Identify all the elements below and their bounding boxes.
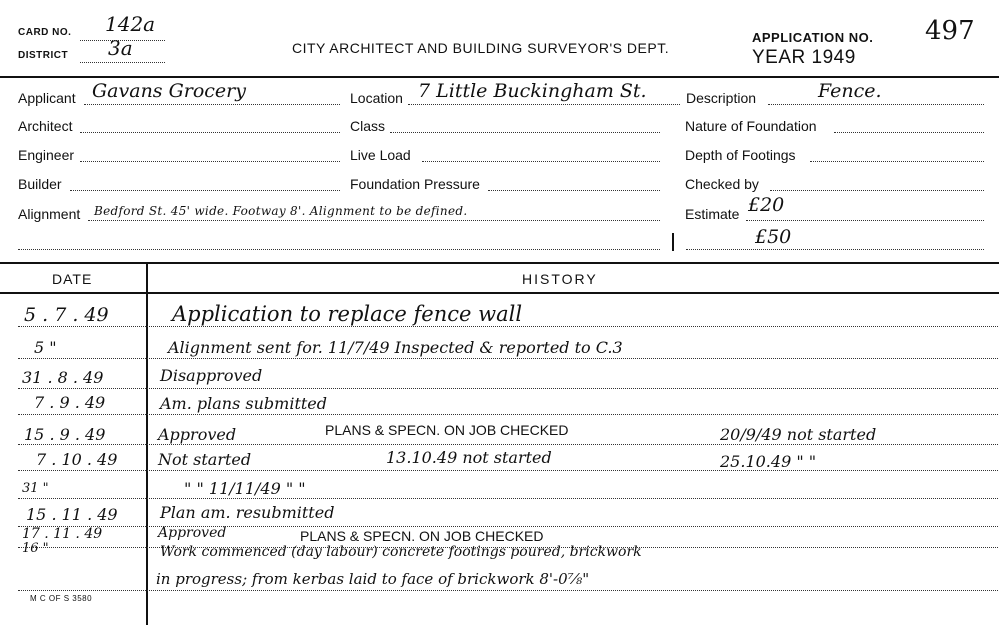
engineer-label: Engineer (18, 147, 75, 163)
row-text: Work commenced (day labour) concrete footings poured, brickwork (160, 544, 642, 560)
row-line (18, 590, 998, 591)
foundation-pressure-label: Foundation Pressure (350, 176, 480, 192)
row-text: in progress; from kerbas laid to face of brickwork 8'-0⅞" (156, 570, 590, 588)
row-text: Approved (158, 525, 227, 541)
applicant-label: Applicant (18, 90, 76, 106)
row-date: 15 . 9 . 49 (24, 425, 106, 444)
row-line (18, 388, 998, 389)
applicant-line (84, 104, 340, 105)
estimate-value-2: £50 (755, 226, 792, 248)
row-line (18, 414, 998, 415)
row-text: Application to replace fence wall (172, 302, 523, 326)
row-line (18, 444, 998, 445)
location-line (408, 104, 680, 105)
row-extra: 13.10.49 not started (386, 448, 552, 467)
class-line (390, 132, 660, 133)
card-no-label: CARD NO. (18, 27, 72, 38)
description-label: Description (686, 90, 757, 106)
row-date: 16 " (22, 541, 49, 556)
application-no: 497 (925, 16, 975, 46)
live-load-line (422, 161, 660, 162)
district-label: DISTRICT (18, 50, 69, 61)
department-title: CITY ARCHITECT AND BUILDING SURVEYOR'S DEPT. (292, 40, 670, 56)
row-text: " " 11/11/49 " " (184, 479, 306, 498)
row-date: 5 " (34, 338, 57, 357)
location-value: 7 Little Buckingham St. (418, 80, 647, 102)
nature-label: Nature of Foundation (685, 118, 817, 134)
builder-line (70, 190, 340, 191)
applicant-value: Gavans Grocery (92, 80, 246, 102)
row-text: Approved (158, 425, 237, 444)
live-load-label: Live Load (350, 147, 411, 163)
district-value: 3a (108, 36, 133, 60)
row-date: 31 . 8 . 49 (22, 368, 104, 387)
header-divider (0, 76, 999, 78)
architect-label: Architect (18, 118, 73, 134)
description-line (768, 104, 984, 105)
row-text: Disapproved (160, 366, 263, 385)
history-header-rule (0, 292, 999, 294)
location-label: Location (350, 90, 403, 106)
stamp-checked-2: PLANS & SPECN. ON JOB CHECKED (300, 528, 544, 544)
row-date: 7 . 10 . 49 (36, 450, 118, 469)
estimate-value-1: £20 (748, 194, 785, 216)
row-text: Not started (158, 450, 252, 469)
application-label: APPLICATION NO. (752, 30, 874, 45)
row-date: 15 . 11 . 49 (26, 505, 118, 524)
extra-line (18, 249, 660, 250)
checked-line (770, 190, 984, 191)
row-extra: 25.10.49 " " (720, 452, 817, 471)
estimate-line (746, 220, 984, 221)
year: YEAR 1949 (752, 47, 856, 68)
card-no-value: 142a (105, 12, 156, 36)
row-date: 7 . 9 . 49 (34, 393, 106, 412)
estimate-line-2 (686, 249, 984, 250)
alignment-line (88, 220, 660, 221)
date-header: DATE (52, 271, 93, 287)
row-text: Alignment sent for. 11/7/49 Inspected & reported to C.3 (168, 338, 623, 357)
checked-label: Checked by (685, 176, 759, 192)
depth-label: Depth of Footings (685, 147, 796, 163)
form-code: M C OF S 3580 (30, 594, 93, 603)
row-text: Am. plans submitted (160, 394, 328, 413)
row-date: 5 . 7 . 49 (24, 304, 109, 326)
row-line (18, 326, 998, 327)
depth-line (810, 161, 984, 162)
row-date: 31 " (22, 481, 49, 496)
row-line (18, 470, 998, 471)
builder-label: Builder (18, 176, 62, 192)
row-line (18, 498, 998, 499)
foundation-pressure-line (488, 190, 660, 191)
row-line (18, 358, 998, 359)
history-header: HISTORY (522, 271, 598, 287)
estimate-label: Estimate (685, 206, 740, 222)
nature-line (834, 132, 984, 133)
engineer-line (80, 161, 340, 162)
class-label: Class (350, 118, 386, 134)
alignment-label: Alignment (18, 206, 81, 222)
row-text: Plan am. resubmitted (160, 503, 335, 522)
alignment-value: Bedford St. 45' wide. Footway 8'. Alignment to be defined. (94, 204, 468, 218)
history-top-rule (0, 262, 999, 264)
tick-mark (672, 233, 674, 251)
row-date: 17 . 11 . 49 (22, 526, 103, 542)
architect-line (80, 132, 340, 133)
stamp-checked-1: PLANS & SPECN. ON JOB CHECKED (325, 422, 569, 438)
district-line (80, 62, 165, 63)
row-extra: 20/9/49 not started (720, 425, 877, 444)
description-value: Fence. (818, 80, 882, 102)
